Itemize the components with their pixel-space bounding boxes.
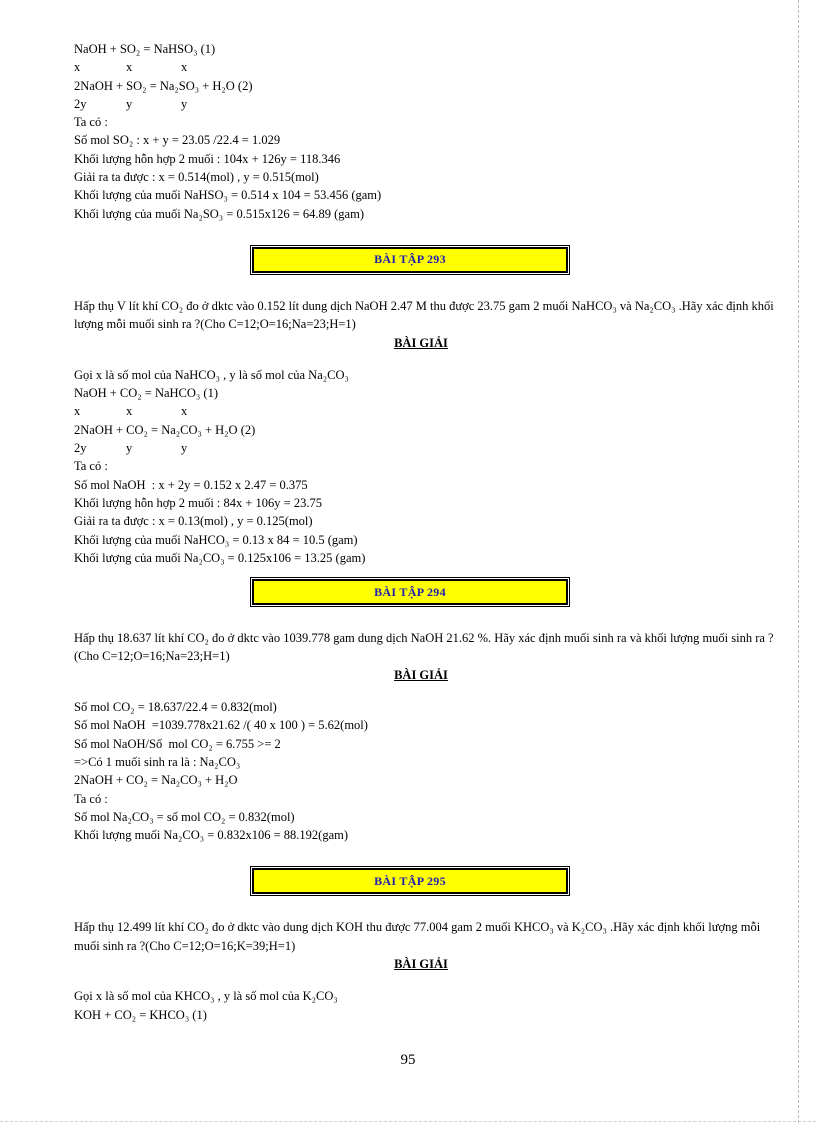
solution-line: Khối lượng của muối Na₂SO₃ = 0.515x126 = 64.89 (gam) <box>74 206 364 221</box>
mole-ratio-cell: y <box>126 96 133 111</box>
exercise-heading-text: BÀI TẬP 294 <box>374 584 446 599</box>
solution-label-294: BÀI GIẢI <box>394 667 448 682</box>
solution-block-294 <box>74 698 774 844</box>
mole-ratio-cell: y <box>181 96 188 111</box>
page-border-bottom <box>0 1121 816 1122</box>
solution-block-293 <box>74 366 774 567</box>
solution-line: Số mol CO₂ = 18.637/22.4 = 0.832(mol) <box>74 700 277 715</box>
solution-line: Số mol NaOH =1039.778x21.62 /( 40 x 100 ) = 5.62(mol) <box>74 718 368 733</box>
mole-ratio-cell: x <box>126 60 133 75</box>
equation-line: 2NaOH + SO₂ = Na₂SO₃ + H₂O (2) <box>74 78 253 93</box>
problem-statement-294: Hấp thụ 18.637 lít khí CO₂ đo ở dktc vào 1039.778 gam dung dịch NaOH 21.62 %. Hãy xác định muối sinh ra và khối lượng muối sinh ra ?(Cho C=12;O=16;Na=23;H=1) <box>74 631 774 664</box>
solution-block-295 <box>74 987 774 1024</box>
exercise-heading-295 <box>252 868 568 894</box>
solution-line: =>Có 1 muối sinh ra là : Na₂CO₃ <box>74 754 241 769</box>
solution-line: Khối lượng của muối NaHCO₃ = 0.13 x 84 = 10.5 (gam) <box>74 532 358 547</box>
page-border-right <box>798 0 799 1123</box>
mole-ratio-line <box>74 439 774 457</box>
solution-line: Ta có : <box>74 791 108 806</box>
mole-ratio-cell: x <box>181 404 188 419</box>
solution-line: Ta có : <box>74 115 108 130</box>
solution-line: Khối lượng muối Na₂CO₃ = 0.832x106 = 88.192(gam) <box>74 828 349 843</box>
solution-line: Giải ra ta được : x = 0.514(mol) , y = 0.515(mol) <box>74 170 319 185</box>
solution-line: Khối lượng hỗn hợp 2 muối : 84x + 106y = 23.75 <box>74 495 322 510</box>
solution-line: Ta có : <box>74 459 108 474</box>
exercise-heading-293 <box>252 247 568 273</box>
solution-line: Khối lượng của muối NaHSO₃ = 0.514 x 104 = 53.456 (gam) <box>74 188 382 203</box>
solution-line: Số mol SO₂ : x + y = 23.05 /22.4 = 1.029 <box>74 133 281 148</box>
equation-line: 2NaOH + CO₂ = Na₂CO₃ + H₂O <box>74 773 238 788</box>
equation-line: KOH + CO₂ = KHCO₃ (1) <box>74 1007 207 1022</box>
solution-label-295: BÀI GIẢI <box>394 956 448 971</box>
solution-line: Gọi x là số mol của NaHCO₃ , y là số mol của Na₂CO₃ <box>74 367 349 382</box>
mole-ratio-cell: y <box>181 441 188 456</box>
document-body <box>74 40 774 1024</box>
mole-ratio-cell: x <box>74 60 81 75</box>
solution-line: Khối lượng hỗn hợp 2 muối : 104x + 126y = 118.346 <box>74 151 341 166</box>
equation-line: 2NaOH + CO₂ = Na₂CO₃ + H₂O (2) <box>74 422 256 437</box>
page-number: 95 <box>400 1052 416 1068</box>
mole-ratio-cell: 2y <box>74 96 87 111</box>
problem-statement-293: Hấp thụ V lít khí CO₂ đo ở dktc vào 0.152 lít dung dịch NaOH 2.47 M thu được 23.75 gam 2 muối NaHCO₃ và Na₂CO₃ .Hãy xác định khối lượng mỗi muối sinh ra ?(Cho C=12;O=16;Na=23;H=1) <box>74 298 774 332</box>
mole-ratio-cell: 2y <box>74 441 87 456</box>
solution-block-previous <box>74 40 774 223</box>
equation-line: NaOH + CO₂ = NaHCO₃ (1) <box>74 386 218 401</box>
mole-ratio-line <box>74 95 774 113</box>
solution-line: Giải ra ta được : x = 0.13(mol) , y = 0.125(mol) <box>74 514 313 529</box>
solution-label-293: BÀI GIẢI <box>394 335 448 350</box>
mole-ratio-line <box>74 58 774 76</box>
equation-line: NaOH + SO₂ = NaHSO₃ (1) <box>74 42 216 56</box>
solution-line: Gọi x là số mol của KHCO₃ , y là số mol của K₂CO₃ <box>74 989 338 1004</box>
problem-statement-295: Hấp thụ 12.499 lít khí CO₂ đo ở dktc vào dung dịch KOH thu được 77.004 gam 2 muối KHCO₃ và K₂CO₃ .Hãy xác định khối lượng mỗi muối sinh ra ?(Cho C=12;O=16;K=39;H=1) <box>74 920 761 953</box>
mole-ratio-cell: y <box>126 441 133 456</box>
exercise-heading-text: BÀI TẬP 293 <box>374 252 446 267</box>
exercise-heading-text: BÀI TẬP 295 <box>374 873 446 888</box>
solution-line: Số mol NaOH/Số mol CO₂ = 6.755 >= 2 <box>74 736 281 751</box>
mole-ratio-cell: x <box>74 404 81 419</box>
mole-ratio-line <box>74 402 774 420</box>
solution-line: Số mol NaOH : x + 2y = 0.152 x 2.47 = 0.375 <box>74 477 308 492</box>
solution-line: Khối lượng của muối Na₂CO₃ = 0.125x106 = 13.25 (gam) <box>74 550 366 565</box>
solution-line: Số mol Na₂CO₃ = số mol CO₂ = 0.832(mol) <box>74 809 295 824</box>
mole-ratio-cell: x <box>181 60 188 75</box>
exercise-heading-294 <box>252 579 568 605</box>
mole-ratio-cell: x <box>126 404 133 419</box>
